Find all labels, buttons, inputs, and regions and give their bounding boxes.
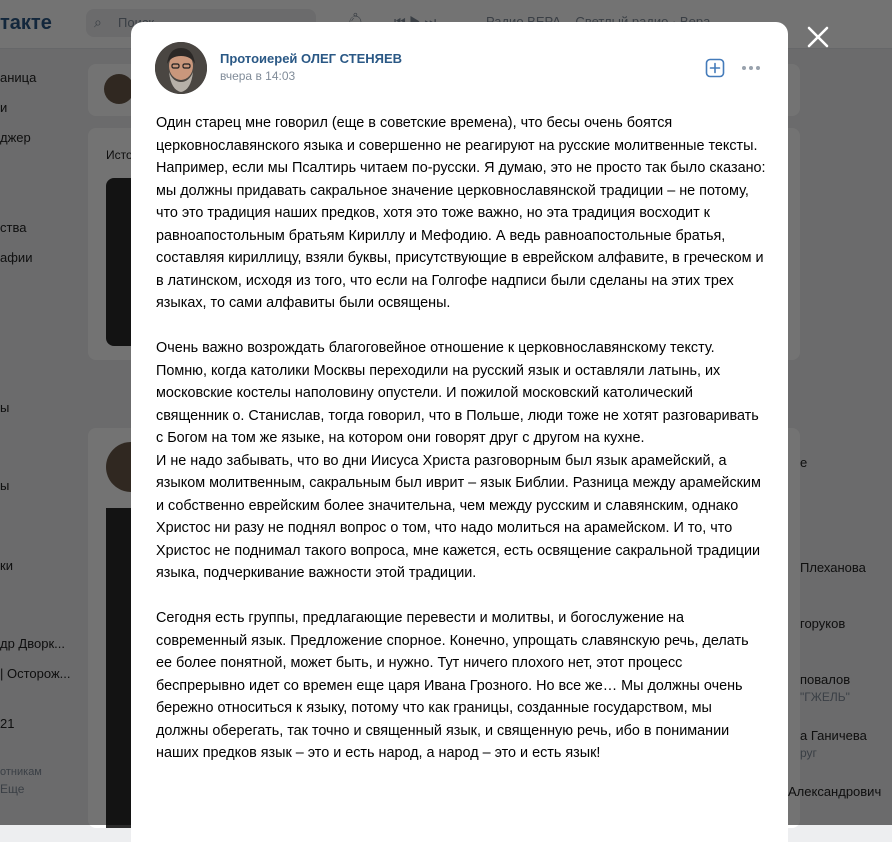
post-modal <box>131 22 788 842</box>
close-button[interactable] <box>803 22 833 52</box>
author-avatar[interactable] <box>155 42 207 94</box>
more-dots-icon <box>739 56 763 80</box>
bookmark-button[interactable] <box>703 56 727 80</box>
add-bookmark-icon <box>703 56 727 80</box>
post-text: Один старец мне говорил (еще в советские времена), что бесы очень боятся церковнославянского языка и совершенно не реагируют на русские молитвенные тексты. Например, если мы Псалтирь читаем по-русски. Я думаю, это не просто так было сказано: мы должны придавать сакральное значение церковнославянской традиции – не потому, что это традиция наших предков, хотя это тоже важно, но эта традиция восходит к равноапостольным братьям Кириллу и Мефодию. А ведь равноапостольные братья, составляя кириллицу, взяли буквы, присутствующие в еврейском алфавите, в греческом и в латинском, исходя из того, что если на Голгофе надписи были сделаны на этих трех языках, то сами алфавиты были освящены. Очень важно возрождать благоговейное отношение к церковнославянскому тексту. Помню, когда католики Москвы переходили на русский язык и оставляли латынь, их московские костелы наполовину опустели. И пожилой московский католический священник о. Станислав, тогда говорил, что в Польше, люди тоже не хотят разговаривать с Богом на том же языке, на котором они говорят друг с другом на кухне. И не надо забывать, что во дни Иисуса Христа разговорным был язык арамейский, а языком молитвенным, сакральным был иврит – язык Библии. Разница между арамейским и собственно еврейским более значительна, чем между русским и славянским, однако Христос ни разу не поднял вопрос о том, что надо молиться на арамейском. И то, что Христос не поднимал такого вопроса, мне кажется, есть освящение сакральной традиции языка, подчеркивание важности этой традиции. Сегодня есть группы, предлагающие перевести и молитвы, и богослужение на современный язык. Предложение спорное. Конечно, упрощать славянскую речь, делать ее более понятной, может быть, и нужно. Тут ничего плохого нет, этот процесс беспрерывно идет со времен еще царя Ивана Грозного. Но все же… Мы должны очень бережно относиться к языку, потому что как границы, созданные государством, мы должны оберегать, так точно и священный язык, и священную речь, ибо в понимании наших предков язык – это и есть народ, а народ – это и есть язык! <box>156 115 766 761</box>
more-button[interactable] <box>739 56 763 80</box>
author-name[interactable]: Протоиерей ОЛЕГ СТЕНЯЕВ <box>220 51 403 66</box>
post-time[interactable]: вчера в 14:03 <box>220 69 296 83</box>
close-icon <box>803 22 833 52</box>
author-photo <box>155 42 207 94</box>
